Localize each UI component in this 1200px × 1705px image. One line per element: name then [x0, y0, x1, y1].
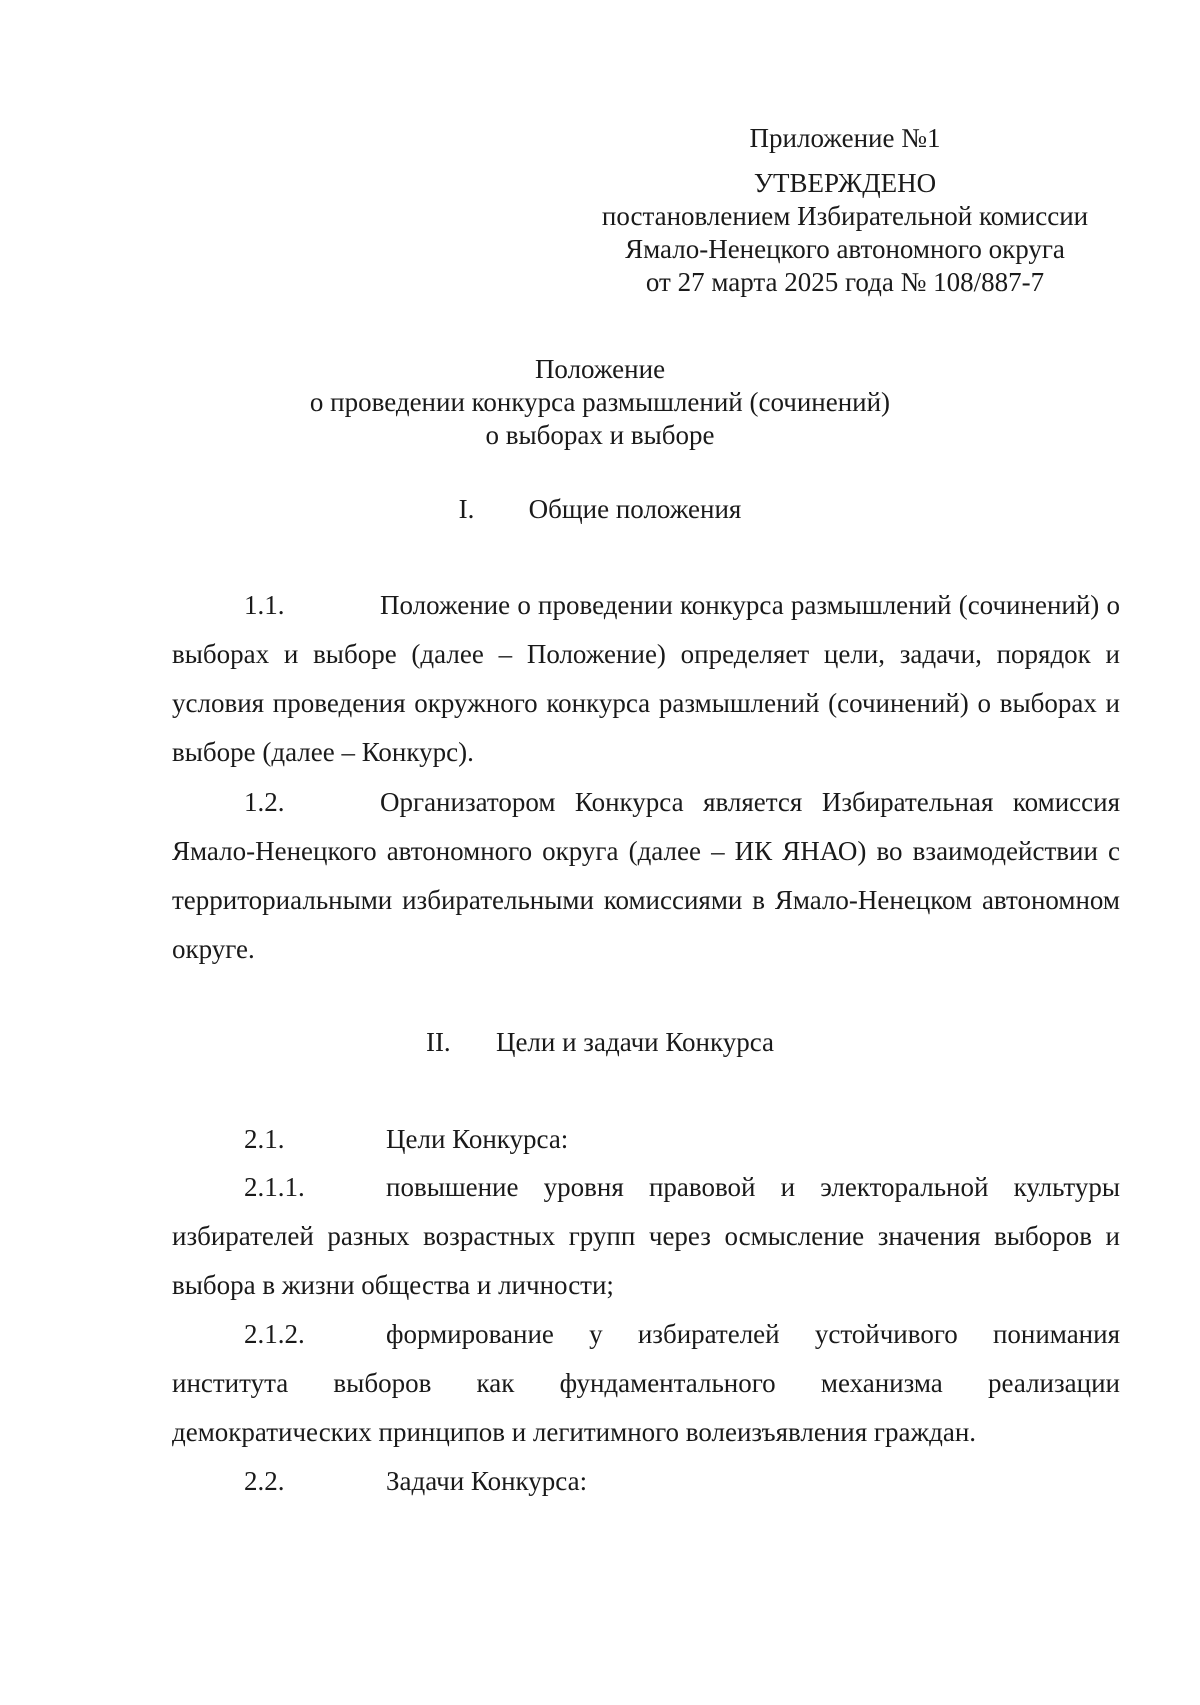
section-2-number: II. [425, 1027, 451, 1057]
title-line-2: о проведении конкурса размышлений (сочинений) [309, 387, 891, 417]
section-1-number: I. [458, 494, 475, 524]
paragraph-2-2-number: 2.2. [244, 1466, 285, 1496]
title-line-3: о выборах и выборе [485, 420, 715, 450]
paragraph-2-1-1 [172, 1163, 1120, 1310]
paragraph-1-1-number: 1.1. [244, 590, 285, 620]
document-title [0, 353, 1200, 452]
paragraph-2-1-number: 2.1. [244, 1124, 285, 1154]
section-1-title: Общие положения [528, 494, 742, 524]
paragraph-2-1-text: Цели Конкурса: [386, 1124, 569, 1154]
section-1-heading [0, 493, 1200, 526]
paragraph-1-2-number: 1.2. [244, 787, 285, 817]
paragraph-2-2-text: Задачи Конкурса: [386, 1466, 588, 1496]
paragraph-2-1 [172, 1115, 1120, 1164]
paragraph-2-1-2-number: 2.1.2. [244, 1319, 305, 1349]
paragraph-2-1-1-text: повышение уровня правовой и электоральной культуры избирателей разных возрастных групп через осмысление значения выборов и выбора в жизни общества и личности; [172, 1172, 1120, 1300]
section-2-heading [0, 1026, 1200, 1059]
paragraph-1-1 [172, 581, 1120, 777]
paragraph-1-1-text: Положение о проведении конкурса размышлений (сочинений) о выборах и выборе (далее – Положение) определяет цели, задачи, порядок и условия проведения окружного конкурса размышлений (сочинений) о выборах и выборе (далее – Конкурс). [172, 590, 1120, 767]
title-line-1: Положение [534, 354, 666, 384]
approval-block [590, 122, 1100, 299]
paragraph-2-1-2 [172, 1310, 1120, 1457]
section-2-title: Цели и задачи Конкурса [495, 1027, 775, 1057]
approval-line-2: Ямало-Ненецкого автономного округа [625, 234, 1065, 264]
paragraph-2-2 [172, 1457, 1120, 1506]
paragraph-2-1-2-text: формирование у избирателей устойчивого понимания института выборов как фундаментального механизма реализации демократических принципов и легитимного волеизъявления граждан. [172, 1319, 1120, 1447]
paragraph-1-2 [172, 778, 1120, 974]
paragraph-1-2-text: Организатором Конкурса является Избирательная комиссия Ямало-Ненецкого автономного округа (далее – ИК ЯНАО) во взаимодействии с территориальными избирательными комиссиями в Ямало-Ненецком автономном округе. [172, 787, 1120, 964]
approval-line-1: постановлением Избирательной комиссии [601, 201, 1089, 231]
approval-line-3: от 27 марта 2025 года № 108/887-7 [645, 267, 1045, 297]
approved-stamp-text: УТВЕРЖДЕНО [753, 168, 937, 198]
annex-label: Приложение №1 [749, 123, 941, 153]
paragraph-2-1-1-number: 2.1.1. [244, 1172, 305, 1202]
